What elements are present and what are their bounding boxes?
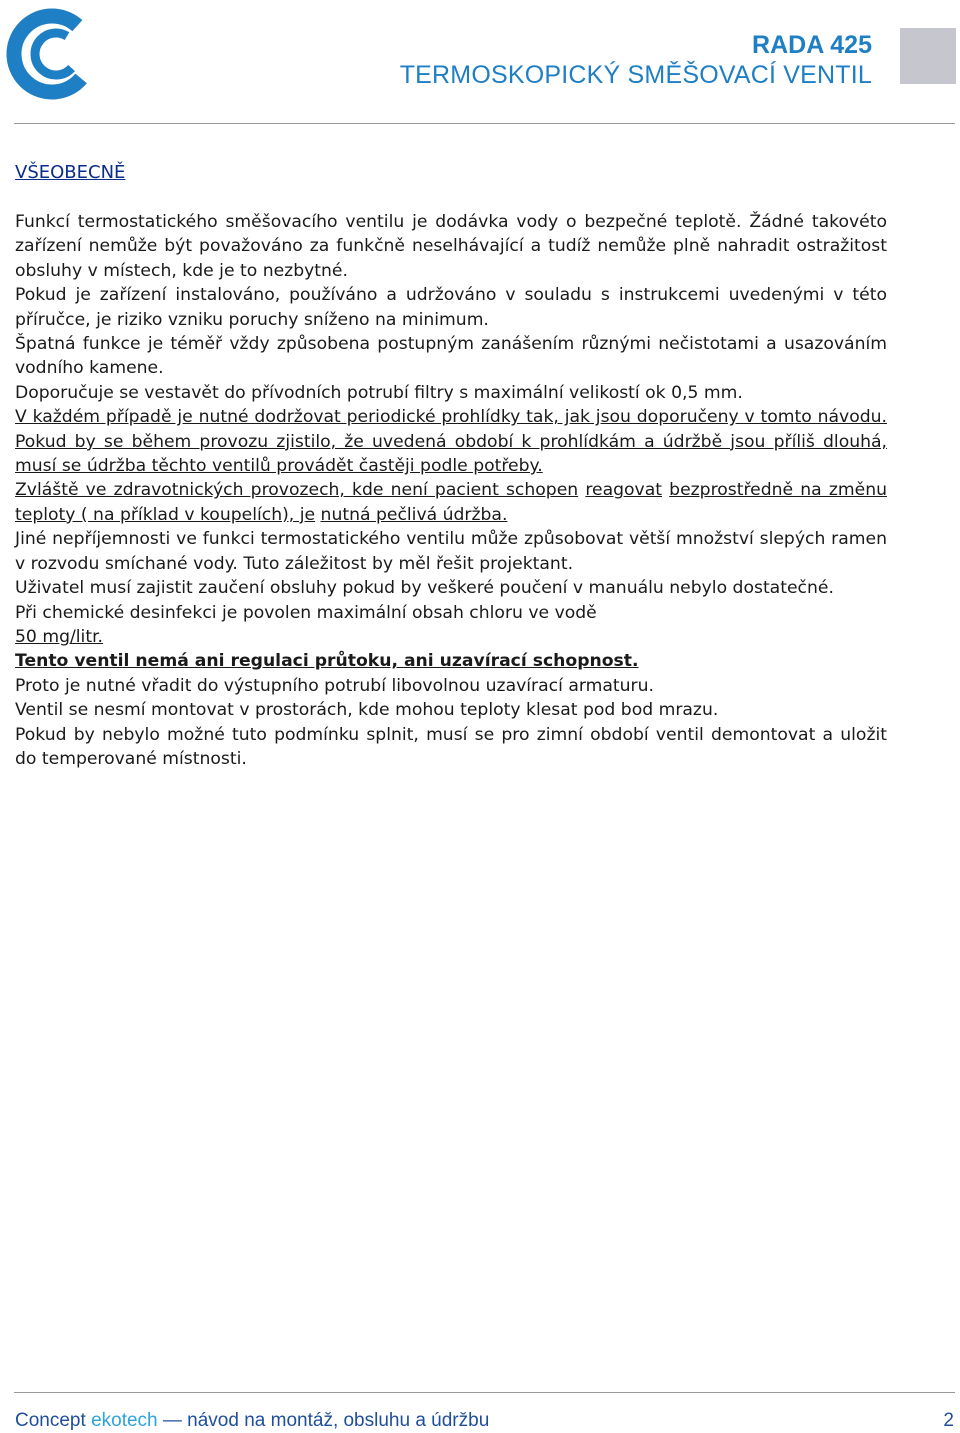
body-text: [15, 210, 887, 771]
footer-text: [15, 1410, 489, 1432]
footer-description: návod na montáž, obsluhu a údržbu: [187, 1410, 490, 1431]
paragraph: Jiné nepříjemnosti ve funkci termostatického ventilu může způsobovat větší množství slepých ramen v rozvodu smíchané vody. Tuto záležitost by měl řešit projektant.: [15, 529, 887, 574]
footer-brand-concept: Concept: [15, 1410, 86, 1431]
paragraph: Funkcí termostatického směšovacího ventilu je dodávka vody o bezpečné teplotě. Žádné takovéto zařízení nemůže být považováno za funkčně neselhávající a tudíž nemůže plně nahradit ostražitost obsluhy v místech, kde je to nezbytné.: [15, 212, 887, 281]
paragraph-underlined: V každém případě je nutné dodržovat periodické prohlídky tak, jak jsou doporučeny v tomto návodu. Pokud by se během provozu zjistilo, že uvedená období k prohlídkám a údržbě jsou příliš dlouhá, musí se údržba těchto ventilů provádět častěji podle potřeby.: [15, 407, 887, 477]
footer-brand-ekotech: ekotech: [91, 1410, 158, 1431]
paragraph: Pokud je zařízení instalováno, používáno a udržováno v souladu s instrukcemi uvedenými v této příručce, je riziko vzniku poruchy sníženo na minimum.: [15, 285, 887, 330]
text-span: reagovat: [585, 480, 662, 501]
paragraph: Pokud by nebylo možné tuto podmínku splnit, musí se pro zimní období ventil demontovat a uložit do temperované místnosti.: [15, 724, 887, 769]
paragraph: [15, 625, 887, 649]
concept-c-logo-icon: [2, 4, 90, 100]
footer-dash: —: [162, 1410, 182, 1431]
warning-paragraph: Tento ventil nemá ani regulaci průtoku, ani uzavírací schopnost.: [15, 651, 639, 672]
product-name: TERMOSKOPICKÝ SMĚŠOVACÍ VENTIL: [399, 61, 872, 89]
paragraph: Při chemické desinfekci je povolen maximální obsah chloru ve vodě: [15, 602, 597, 623]
section-heading: VŠEOBECNĚ: [15, 162, 126, 183]
text-span: bezprostředně na změnu teploty ( na příklad v koupelích), je: [15, 480, 887, 525]
paragraph: Špatná funkce je téměř vždy způsobena postupným zanášením různými nečistotami a usazováním vodního kamene.: [15, 334, 887, 379]
header-gray-square: [900, 28, 956, 84]
paragraph: Uživatel musí zajistit zaučení obsluhy pokud by veškeré poučení v manuálu nebylo dostatečné.: [15, 578, 834, 599]
footer-divider: [14, 1392, 955, 1393]
paragraph: [15, 478, 887, 527]
paragraph: Doporučuje se vestavět do přívodních potrubí filtry s maximální velikostí ok 0,5 mm.: [15, 382, 743, 403]
product-code: RADA 425: [752, 31, 872, 59]
paragraph: Ventil se nesmí montovat v prostorách, kde mohou teploty klesat pod bod mrazu.: [15, 700, 719, 721]
chlorine-limit: 50 mg/litr.: [15, 626, 104, 647]
text-span: nutná pečlivá údržba.: [320, 504, 508, 525]
page-number: 2: [943, 1410, 954, 1431]
paragraph: Proto je nutné vřadit do výstupního potrubí libovolnou uzavírací armaturu.: [15, 675, 654, 696]
text-span: Zvláště ve zdravotnických provozech, kde není pacient schopen: [15, 480, 579, 501]
header-divider: [14, 123, 955, 124]
document-title: [400, 30, 872, 90]
